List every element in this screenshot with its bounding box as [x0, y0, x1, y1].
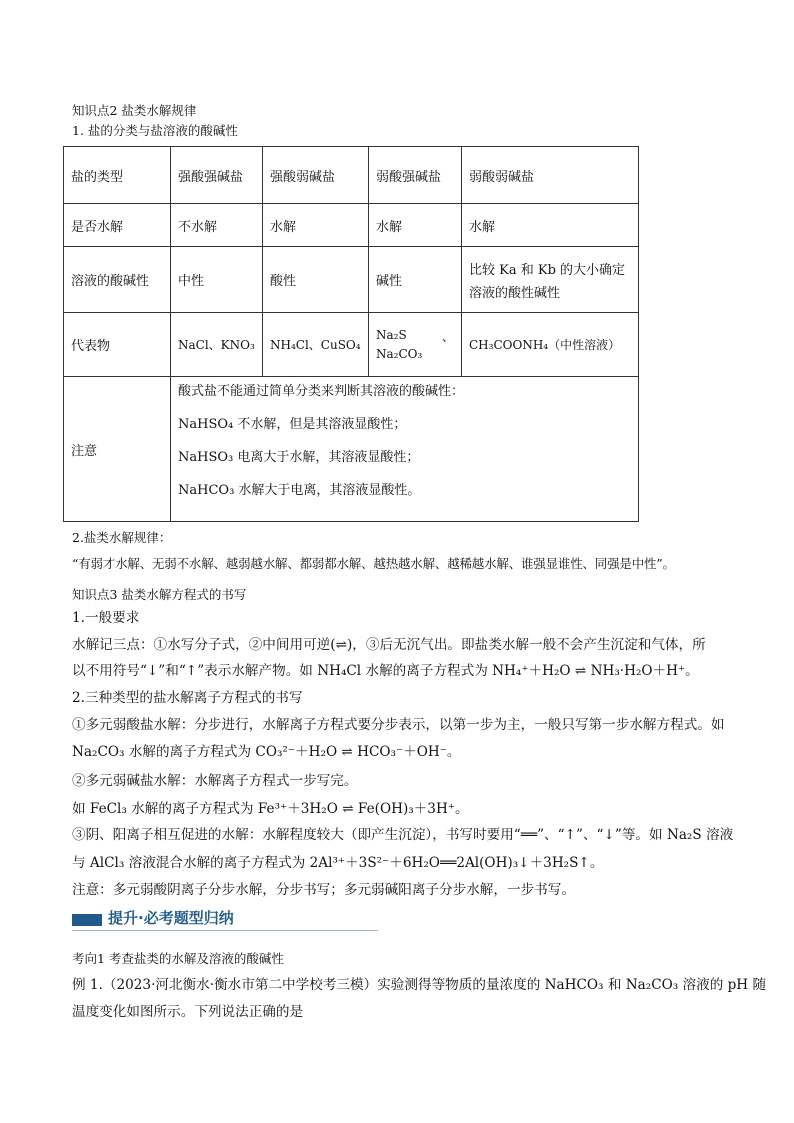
- section-banner: [72, 906, 378, 931]
- salt-table: [63, 146, 639, 522]
- rep-na2co3: Na₂CO₃: [376, 347, 423, 361]
- table-cell: 代表物: [64, 313, 171, 377]
- table-cell: [462, 247, 639, 313]
- acidity-compare-line-2: 溶液的酸性碱性: [469, 285, 561, 301]
- note-line: NaHSO₄ 不水解，但是其溶液显酸性；: [178, 417, 407, 432]
- table-cell: 中性: [171, 247, 263, 313]
- section-title-kp3: 知识点3 盐类水解方程式的书写: [72, 587, 247, 602]
- rules-title: 2.盐类水解规律：: [72, 530, 172, 545]
- note-line: 酸式盐不能通过简单分类来判断其溶液的酸碱性：: [178, 384, 465, 399]
- table-cell: NH₄Cl、CuSO₄: [263, 313, 369, 377]
- paragraph: 如 FeCl₃ 水解的离子方程式为 Fe³⁺＋3H₂O ⇌ Fe(OH)₃＋3H⁺。: [72, 801, 469, 817]
- section-title-kx1: 考向1 考查盐类的水解及溶液的酸碱性: [72, 951, 284, 966]
- rep-separator: 、: [441, 330, 454, 344]
- paragraph: 与 AlCl₃ 溶液混合水解的离子方程式为 2Al³⁺＋3S²⁻＋6H₂O══2Al(OH)₃↓＋3H₂S↑。: [72, 855, 604, 871]
- table-cell: 注意: [64, 377, 171, 522]
- paragraph: ①多元弱酸盐水解：分步进行，水解离子方程式要分步表示，以第一步为主，一般只写第一步水解方程式。如: [72, 717, 725, 733]
- paragraph: 以不用符号“↓”和“↑”表示水解产物。如 NH₄Cl 水解的离子方程式为 NH₄⁺＋H₂O ⇌ NH₃·H₂O＋H⁺。: [72, 663, 699, 679]
- paragraph: 水解记三点：①水写分子式，②中间用可逆(⇌)，③后无沉气出。即盐类水解一般不会产生沉淀和气体，所: [72, 637, 706, 653]
- section-title-kp2: 知识点2 盐类水解规律: [72, 103, 197, 118]
- table-row-type: [64, 147, 639, 204]
- note-cell: [171, 377, 639, 522]
- table-cell: 盐的类型: [64, 147, 171, 204]
- table-cell: 强酸弱碱盐: [263, 147, 369, 204]
- table-cell: 水解: [369, 204, 462, 247]
- table-cell: 水解: [462, 204, 639, 247]
- banner-accent-bar: [72, 914, 102, 926]
- subheading-general: 1.一般要求: [72, 610, 140, 626]
- paragraph: Na₂CO₃ 水解的离子方程式为 CO₃²⁻＋H₂O ⇌ HCO₃⁻＋OH⁻。: [72, 744, 461, 760]
- table-row-hydrolysis: [64, 204, 639, 247]
- table-cell: NaCl、KNO₃: [171, 313, 263, 377]
- table-cell: 水解: [263, 204, 369, 247]
- banner-title: 提升·必考题型归纳: [108, 909, 234, 927]
- table-cell: 碱性: [369, 247, 462, 313]
- example-text: 温度变化如图所示。下列说法正确的是: [72, 1004, 304, 1020]
- note-paragraph: 注意：多元弱酸阴离子分步水解，分步书写；多元弱碱阳离子分步水解，一步书写。: [72, 882, 575, 898]
- table-cell: 弱酸强碱盐: [369, 147, 462, 204]
- table-cell: 弱酸弱碱盐: [462, 147, 639, 204]
- note-line: NaHCO₃ 水解大于电离，其溶液显酸性。: [178, 483, 421, 498]
- paragraph: ③阴、阳离子相互促进的水解：水解程度较大（即产生沉淀），书写时要用“══”、“↑”、“↓”等。如 Na₂S 溶液: [72, 827, 734, 843]
- note-line: NaHSO₃ 电离大于水解，其溶液显酸性；: [178, 450, 420, 465]
- table-row-note: [64, 377, 639, 522]
- subheading-three-types: 2.三种类型的盐水解离子方程式的书写: [72, 690, 303, 706]
- acidity-compare-line-1: 比较 Ka 和 Kb 的大小确定: [469, 262, 626, 278]
- table-cell: 不水解: [171, 204, 263, 247]
- rep-na2s: Na₂S: [376, 328, 407, 342]
- table-cell: 溶液的酸碱性: [64, 247, 171, 313]
- example-text: 例 1.（2023·河北衡水·衡水市第二中学校考三模）实验测得等物质的量浓度的 NaHCO₃ 和 Na₂CO₃ 溶液的 pH 随: [72, 977, 767, 993]
- table-cell: 酸性: [263, 247, 369, 313]
- table-cell: 强酸强碱盐: [171, 147, 263, 204]
- table-row-representative: [64, 313, 639, 377]
- paragraph: ②多元弱碱盐水解：水解离子方程式一步写完。: [72, 773, 358, 789]
- table-cell: CH₃COONH₄（中性溶液）: [462, 313, 639, 377]
- table-cell: [369, 313, 462, 377]
- table-row-acidity: [64, 247, 639, 313]
- table-cell: 是否水解: [64, 204, 171, 247]
- section-subtitle-classification: 1. 盐的分类与盐溶液的酸碱性: [72, 123, 238, 138]
- rules-text: “有弱才水解、无弱不水解、越弱越水解、都弱都水解、越热越水解、越稀越水解、谁强显谁性、同强是中性”。: [72, 556, 675, 571]
